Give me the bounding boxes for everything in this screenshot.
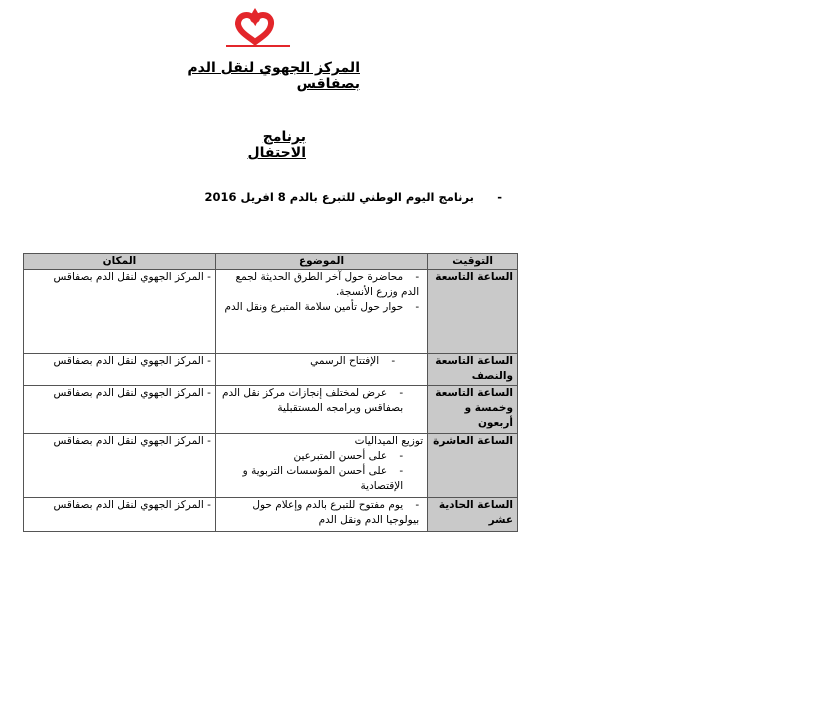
time-cell: الساعة العاشرة — [428, 434, 518, 498]
topic-heading: توزيع الميداليات — [354, 435, 424, 447]
program-title: برنامج الاحتفال — [247, 129, 306, 161]
topic-item: -حوار حول تأمين سلامة المتبرع ونقل الدم — [224, 301, 420, 313]
topic-cell — [215, 386, 427, 434]
topic-item: -على أحسن المؤسسات التربوية و الإقتصادية — [242, 465, 404, 492]
topic-item: -يوم مفتوح للتبرع بالدم وإعلام حول بيولوجيا الدم ونقل الدم — [252, 499, 420, 526]
time-cell: الساعة التاسعة وخمسة و أربعون — [428, 386, 518, 434]
time-cell: الساعة التاسعة والنصف — [428, 354, 518, 386]
topic-item: -محاضرة حول آخر الطرق الحديثة لجمع الدم وزرع الأنسجة. — [235, 271, 420, 298]
intro-bullet — [204, 190, 502, 204]
table-row — [24, 498, 518, 532]
topic-item: -الإفتتاح الرسمي — [310, 355, 396, 367]
place-cell: - المركز الجهوي لنقل الدم بصفاقس — [24, 386, 216, 434]
time-cell: الساعة الحادية عشر — [428, 498, 518, 532]
topic-cell — [215, 498, 427, 532]
place-cell: - المركز الجهوي لنقل الدم بصفاقس — [24, 434, 216, 498]
bullet-dash: - — [497, 190, 502, 204]
table-row — [24, 270, 518, 354]
organization-title: المركز الجهوي لنقل الدم بصفاقس — [187, 60, 360, 92]
header-place: المكان — [24, 254, 216, 270]
time-cell: الساعة التاسعة — [428, 270, 518, 354]
topic-item: -عرض لمختلف إنجازات مركز نقل الدم بصفاقس وبرامجه المستقبلية — [221, 387, 404, 414]
table-row — [24, 386, 518, 434]
place-cell: - المركز الجهوي لنقل الدم بصفاقس — [24, 354, 216, 386]
blood-drop-heart-logo — [222, 4, 294, 48]
topic-item: -على أحسن المتبرعين — [293, 450, 404, 462]
topic-cell — [215, 434, 427, 498]
header-topic: الموضوع — [215, 254, 427, 270]
table-header-row — [24, 254, 518, 270]
table-row — [24, 354, 518, 386]
program-table — [23, 253, 518, 532]
place-cell: - المركز الجهوي لنقل الدم بصفاقس — [24, 270, 216, 354]
header-time: التوقيت — [428, 254, 518, 270]
table-row — [24, 434, 518, 498]
place-cell: - المركز الجهوي لنقل الدم بصفاقس — [24, 498, 216, 532]
topic-cell — [215, 270, 427, 354]
topic-cell — [215, 354, 427, 386]
intro-text: برنامج اليوم الوطني للتبرع بالدم 8 افريل 2016 — [204, 190, 474, 204]
